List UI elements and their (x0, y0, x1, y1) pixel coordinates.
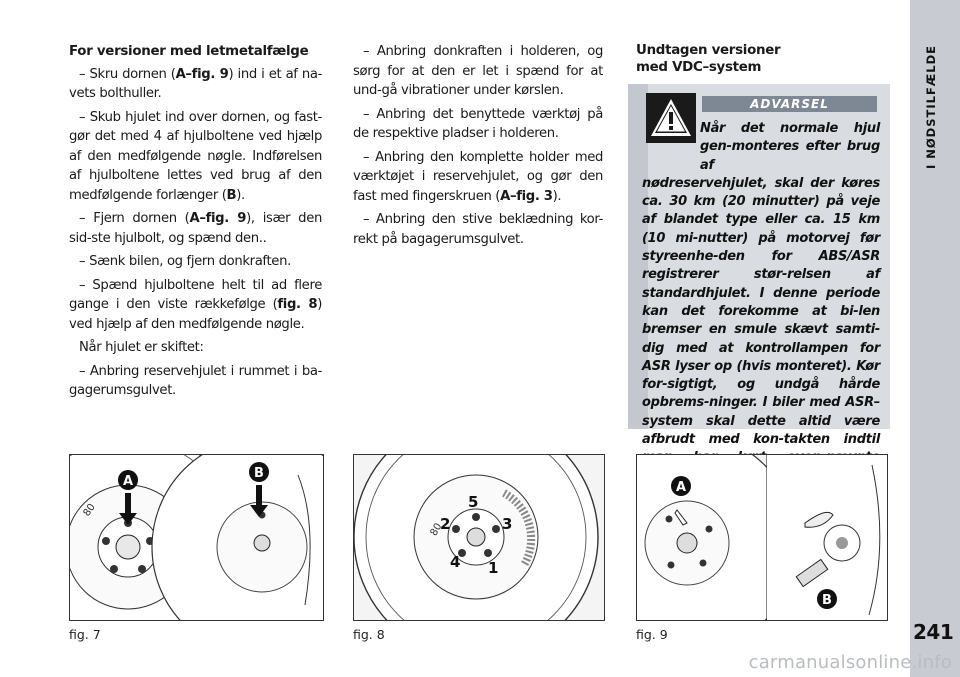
tire-mark: 80 (81, 501, 98, 519)
text-column-2 (353, 42, 603, 253)
warning-lead: Når det normale hjul gen-monteres efter brug af (700, 121, 880, 173)
figure-7-caption: fig. 7 (69, 627, 101, 642)
watermark: carmanualsonline.info (748, 652, 952, 673)
tire-mark: 80 (428, 521, 445, 538)
section-heading-alloy: For versioner med letmetalfælge (69, 44, 309, 59)
figure-8-drawing (354, 455, 604, 620)
paragraph: – Anbring reservehjulet i rummet i ba-gagerumsgulvet. (69, 363, 322, 398)
sidebar-section-title: I NØDSTILFÆLDE (924, 45, 938, 170)
figure-9 (636, 454, 888, 621)
paragraph: – Skub hjulet ind over dornen, og fast-gør det med 4 af hjulboltene ved hjælp af den medfølgende nøgle. Indførelsen af hjulboltene lettes ved brug af den medfølgende forlænger (B). (69, 109, 322, 203)
paragraph: Når hjulet er skiftet: (79, 340, 204, 355)
page-number: 241 (913, 620, 954, 644)
paragraph: – Spænd hjulboltene helt til ad flere gange i den viste rækkefølge (fig. 8) ved hjælp af den medfølgende nøgle. (69, 277, 323, 332)
paragraph: – Anbring den komplette holder med værktøjet i reservehjulet, og gør den fast med fingerskruen (A–fig. 3). (353, 149, 603, 204)
paragraph: – Anbring donkraften i holderen, og sørg for at den er let i spænd for at und-gå vibrationer under kørslen. (353, 44, 603, 98)
paragraph: – Fjern dornen (A–fig. 9), især den sid-ste hjulbolt, og spænd den.. (69, 211, 322, 246)
figure-7 (69, 454, 324, 621)
paragraph: – Anbring det benyttede værktøj på de respektive pladser i holderen. (353, 106, 603, 141)
paragraph: – Skru dornen (A–fig. 9) ind i et af na-vets bolthuller. (69, 66, 323, 101)
order-number-1: 1 (488, 559, 499, 577)
paragraph: – Sænk bilen, og fjern donkraften. (79, 254, 291, 269)
warning-body: nødreservehjulet, skal der køres ca. 30 km (20 minutter) på veje af blandet type eller ca. 15 km (10 mi-nutter) på motorvej før styreenhe-den for ABS/ASR registrerer stør-relsen af standardhjulet. I denne periode kan det forekomme at bi-len bremser en smule skævt samti-dig med at kontrollampen for ASR lyser op (hvis monteret). Kør for-sigtigt, og undgå hårde opbrems-ninger. I biler med ASR–system skal dette altid være afbrudt med kon-takten indtil (642, 175, 880, 448)
figure-9-caption: fig. 9 (636, 627, 668, 642)
warning-title: ADVARSEL (702, 96, 877, 112)
order-number-4: 4 (450, 553, 461, 571)
warning-text (642, 120, 880, 486)
label-a: A (122, 474, 134, 489)
label-a: A (675, 480, 687, 495)
label-b: B (254, 466, 264, 481)
order-number-2: 2 (440, 515, 451, 533)
figure-8-caption: fig. 8 (353, 627, 385, 642)
section-heading-vdc: Undtagen versioner med VDC–system (636, 43, 781, 75)
text-column-3 (636, 42, 886, 79)
paragraph: – Anbring den stive beklædning kor-rekt på bagagerumsgulvet. (353, 212, 603, 247)
order-number-5: 5 (468, 493, 479, 511)
text-column-1 (69, 42, 322, 405)
figure-8 (353, 454, 605, 621)
figure-7-drawing (70, 455, 323, 620)
order-number-3: 3 (502, 515, 513, 533)
figure-9-drawing (637, 455, 887, 620)
label-b: B (822, 593, 832, 608)
